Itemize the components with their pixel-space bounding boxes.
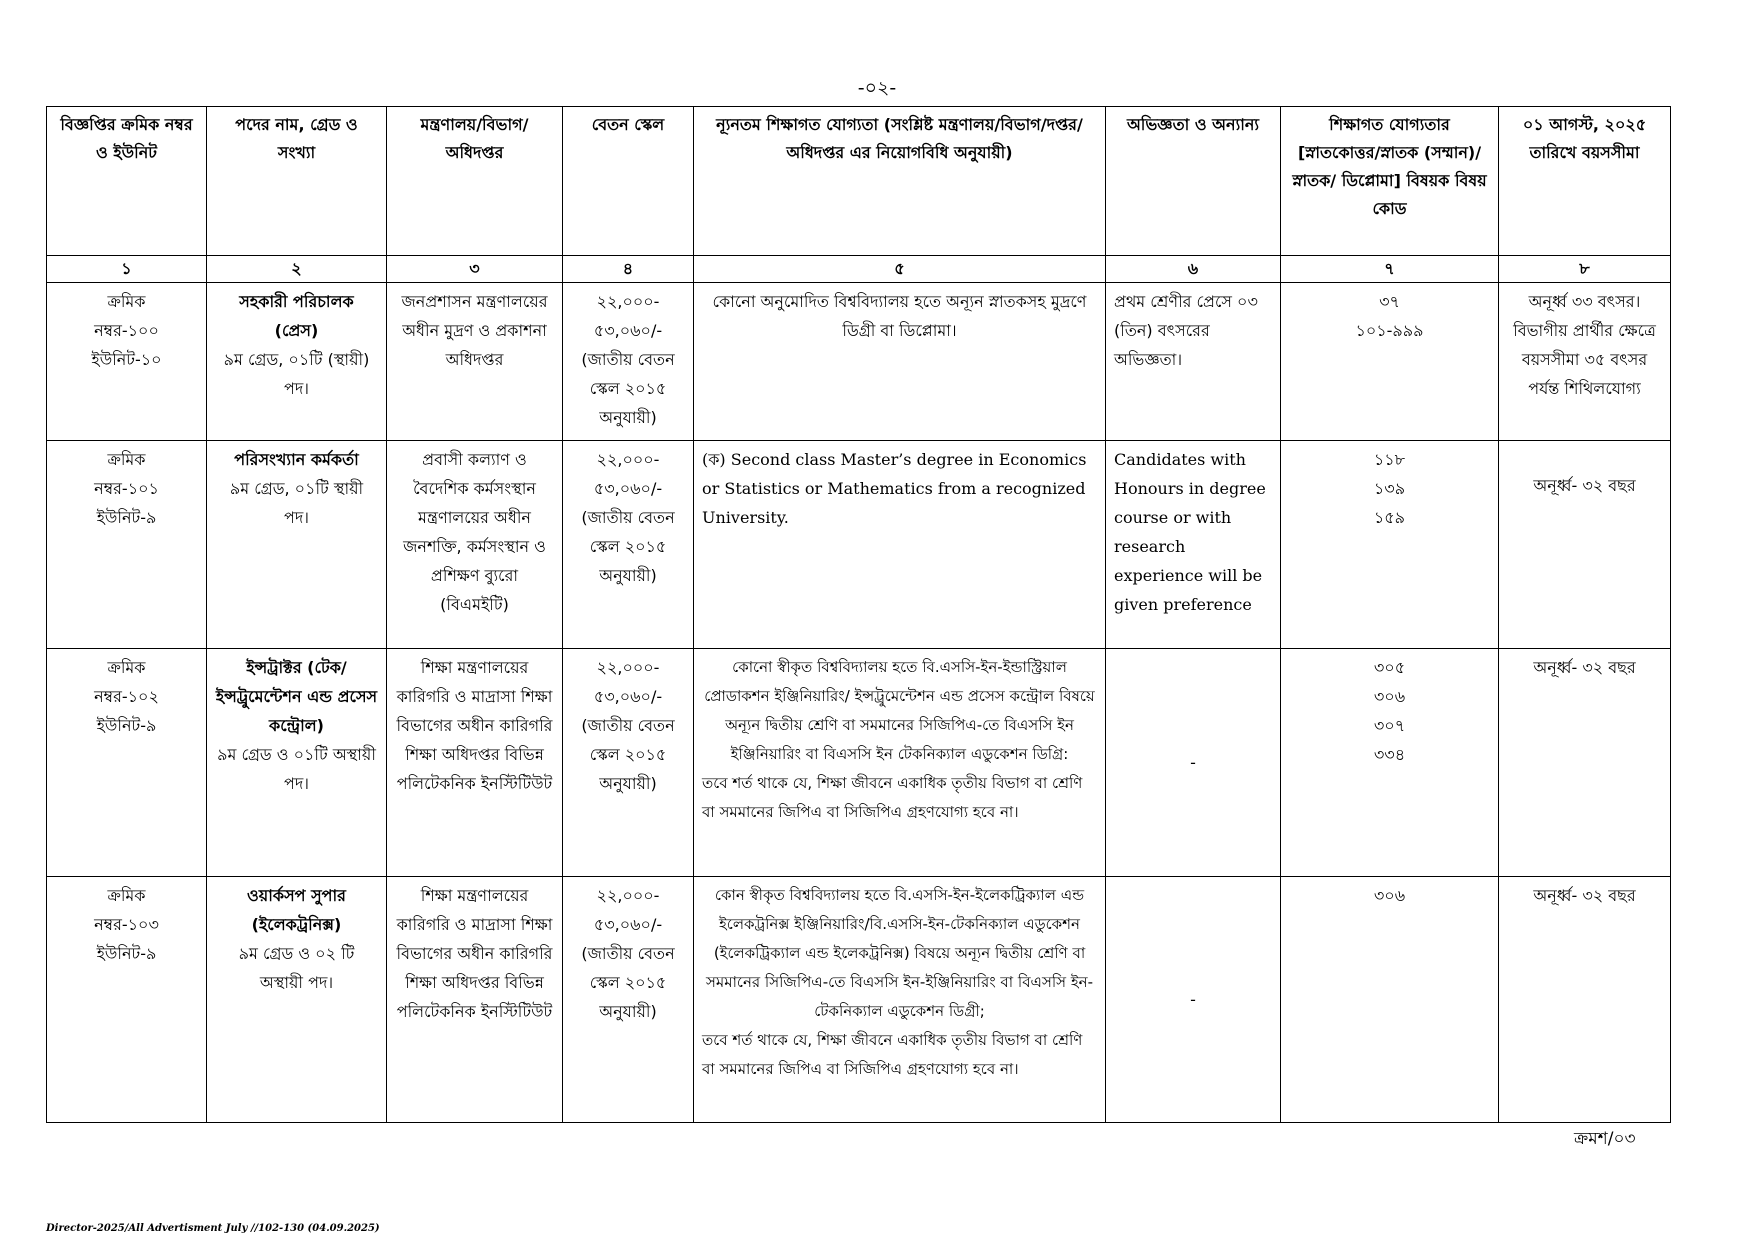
column-number: ৬ bbox=[1106, 256, 1281, 283]
experience-cell: Candidates with Honours in degree course or with research experience will be given preference bbox=[1106, 441, 1281, 649]
serial-cell: ক্রমিক নম্বর-১০০ ইউনিট-১০ bbox=[47, 283, 207, 441]
header-experience: অভিজ্ঞতা ও অন্যান্য bbox=[1106, 107, 1281, 256]
experience-cell: প্রথম শ্রেণীর প্রেসে ০৩ (তিন) বৎসরের অভিজ্ঞতা। bbox=[1106, 283, 1281, 441]
serial-cell: ক্রমিক নম্বর-১০২ ইউনিট-৯ bbox=[47, 649, 207, 877]
header-serial: বিজ্ঞপ্তির ক্রমিক নম্বর ও ইউনিট bbox=[47, 107, 207, 256]
age-cell: অনূর্ধ্ব- ৩২ বছর bbox=[1499, 649, 1671, 877]
table-row bbox=[47, 441, 1671, 649]
column-number: ৫ bbox=[694, 256, 1106, 283]
post-detail: ৯ম গ্রেড ও ০২ টি অস্থায়ী পদ। bbox=[238, 944, 355, 992]
post-detail: ৯ম গ্রেড, ০১টি স্থায়ী পদ। bbox=[229, 479, 364, 527]
column-number: ৮ bbox=[1499, 256, 1671, 283]
post-detail: ৯ম গ্রেড, ০১টি (স্থায়ী) পদ। bbox=[223, 350, 370, 398]
post-title: ইন্সট্রাক্টর (টেক/ ইন্সট্রুমেন্টেশন এন্ড প্রসেস কন্ট্রোল) bbox=[215, 658, 378, 735]
subject-code-cell: ৩০৫ ৩০৬ ৩০৭ ৩৩৪ bbox=[1281, 649, 1499, 877]
experience-cell: - bbox=[1106, 877, 1281, 1123]
ministry-cell: শিক্ষা মন্ত্রণালয়ের কারিগরি ও মাদ্রাসা শিক্ষা বিভাগের অধীন কারিগরি শিক্ষা অধিদপ্তর বিভিন্ন পলিটেকনিক ইনস্টিটিউট bbox=[387, 877, 563, 1123]
post-cell bbox=[207, 649, 387, 877]
ministry-cell: শিক্ষা মন্ত্রণালয়ের কারিগরি ও মাদ্রাসা শিক্ষা বিভাগের অধীন কারিগরি শিক্ষা অধিদপ্তর বিভিন্ন পলিটেকনিক ইনস্টিটিউট bbox=[387, 649, 563, 877]
footer-reference: Director-2025/All Advertisment July //102-130 (04.09.2025) bbox=[46, 1223, 380, 1234]
post-cell bbox=[207, 283, 387, 441]
post-title: সহকারী পরিচালক (প্রেস) bbox=[239, 292, 354, 340]
column-number-row bbox=[47, 256, 1671, 283]
header-ministry: মন্ত্রণালয়/বিভাগ/ অধিদপ্তর bbox=[387, 107, 563, 256]
serial-cell: ক্রমিক নম্বর-১০৩ ইউনিট-৯ bbox=[47, 877, 207, 1123]
table-row bbox=[47, 649, 1671, 877]
qualification-cell: কোনো অনুমোদিত বিশ্ববিদ্যালয় হতে অন্যূন স্নাতকসহ মুদ্রণে ডিগ্রী বা ডিপ্লোমা। bbox=[694, 283, 1106, 441]
header-age-limit: ০১ আগস্ট, ২০২৫ তারিখে বয়সসীমা bbox=[1499, 107, 1671, 256]
header-row bbox=[47, 107, 1671, 256]
table-row bbox=[47, 283, 1671, 441]
column-number: ১ bbox=[47, 256, 207, 283]
post-title: ওয়ার্কসপ সুপার (ইলেকট্রনিক্স) bbox=[247, 886, 346, 934]
header-post: পদের নাম, গ্রেড ও সংখ্যা bbox=[207, 107, 387, 256]
column-number: ৪ bbox=[563, 256, 694, 283]
pay-cell: ২২,০০০- ৫৩,০৬০/- (জাতীয় বেতন স্কেল ২০১৫ অনুযায়ী) bbox=[563, 877, 694, 1123]
header-subject-code: শিক্ষাগত যোগ্যতার [স্নাতকোত্তর/স্নাতক (সম্মান)/স্নাতক/ ডিপ্লোমা] বিষয়ক বিষয় কোড bbox=[1281, 107, 1499, 256]
ministry-cell: জনপ্রশাসন মন্ত্রণালয়ের অধীন মুদ্রণ ও প্রকাশনা অধিদপ্তর bbox=[387, 283, 563, 441]
header-qualification: ন্যূনতম শিক্ষাগত যোগ্যতা (সংশ্লিষ্ট মন্ত্রণালয়/বিভাগ/দপ্তর/ অধিদপ্তর এর নিয়োগবিধি অনুযায়ী) bbox=[694, 107, 1106, 256]
post-detail: ৯ম গ্রেড ও ০১টি অস্থায়ী পদ। bbox=[217, 745, 376, 793]
pay-cell: ২২,০০০- ৫৩,০৬০/- (জাতীয় বেতন স্কেল ২০১৫ অনুযায়ী) bbox=[563, 649, 694, 877]
age-cell: অনূর্ধ্ব- ৩২ বছর bbox=[1499, 441, 1671, 649]
qualification-cell: কোনো স্বীকৃত বিশ্ববিদ্যালয় হতে বি.এসসি-ইন-ইন্ডাস্ট্রিয়াল প্রোডাকশন ইঞ্জিনিয়ারিং/ ইন্সট্রুমেন্টেশন এন্ড প্রসেস কন্ট্রোল বিষয়ে অন্যূন দ্বিতীয় শ্রেণি বা সমমানের সিজিপিএ-তে বিএসসি ইন ইঞ্জিনিয়ারিং বা বিএসসি ইন টেকনিক্যাল এডুকেশন ডিগ্রি: তবে শর্ত থাকে যে, শিক্ষা জীবনে একাধিক তৃতীয় বিভাগ বা শ্রেণি বা সমমানের জিপিএ বা সিজিপিএ গ্রহণযোগ্য হবে না। bbox=[694, 649, 1106, 877]
continued-label: ক্রমশ/০৩ bbox=[1574, 1129, 1636, 1149]
experience-cell: - bbox=[1106, 649, 1281, 877]
table-row bbox=[47, 877, 1671, 1123]
pay-cell: ২২,০০০- ৫৩,০৬০/- (জাতীয় বেতন স্কেল ২০১৫ অনুযায়ী) bbox=[563, 441, 694, 649]
post-cell bbox=[207, 441, 387, 649]
age-cell: অনূর্ধ্ব ৩৩ বৎসর। বিভাগীয় প্রার্থীর ক্ষেত্রে বয়সসীমা ৩৫ বৎসর পর্যন্ত শিথিলযোগ্য bbox=[1499, 283, 1671, 441]
page-number: -০২- bbox=[857, 77, 897, 99]
age-cell: অনূর্ধ্ব- ৩২ বছর bbox=[1499, 877, 1671, 1123]
subject-code-cell: ৩৭ ১০১-৯৯৯ bbox=[1281, 283, 1499, 441]
serial-cell: ক্রমিক নম্বর-১০১ ইউনিট-৯ bbox=[47, 441, 207, 649]
post-title: পরিসংখ্যান কর্মকর্তা bbox=[234, 450, 359, 469]
post-cell bbox=[207, 877, 387, 1123]
ministry-cell: প্রবাসী কল্যাণ ও বৈদেশিক কর্মসংস্থান মন্ত্রণালয়ের অধীন জনশক্তি, কর্মসংস্থান ও প্রশিক্ষণ ব্যুরো (বিএমইটি) bbox=[387, 441, 563, 649]
pay-cell: ২২,০০০- ৫৩,০৬০/- (জাতীয় বেতন স্কেল ২০১৫ অনুযায়ী) bbox=[563, 283, 694, 441]
recruitment-table bbox=[46, 106, 1671, 1123]
subject-code-cell: ১১৮ ১৩৯ ১৫৯ bbox=[1281, 441, 1499, 649]
subject-code-cell: ৩০৬ bbox=[1281, 877, 1499, 1123]
qualification-cell: কোন স্বীকৃত বিশ্ববিদ্যালয় হতে বি.এসসি-ইন-ইলেকট্রিক্যাল এন্ড ইলেকট্রনিক্স ইঞ্জিনিয়ারিং/বি.এসসি-ইন-টেকনিক্যাল এডুকেশন (ইলেকট্রিক্যাল এন্ড ইলেকট্রনিক্স) বিষয়ে অন্যূন দ্বিতীয় শ্রেণি বা সমমানের সিজিপিএ-তে বিএসসি ইন-ইঞ্জিনিয়ারিং বা বিএসসি ইন-টেকনিক্যাল এডুকেশন ডিগ্রী; তবে শর্ত থাকে যে, শিক্ষা জীবনে একাধিক তৃতীয় বিভাগ বা শ্রেণি বা সমমানের জিপিএ বা সিজিপিএ গ্রহণযোগ্য হবে না। bbox=[694, 877, 1106, 1123]
column-number: ৭ bbox=[1281, 256, 1499, 283]
header-pay: বেতন স্কেল bbox=[563, 107, 694, 256]
column-number: ৩ bbox=[387, 256, 563, 283]
qualification-cell: (ক) Second class Master’s degree in Economics or Statistics or Mathematics from a recognized University. bbox=[694, 441, 1106, 649]
column-number: ২ bbox=[207, 256, 387, 283]
